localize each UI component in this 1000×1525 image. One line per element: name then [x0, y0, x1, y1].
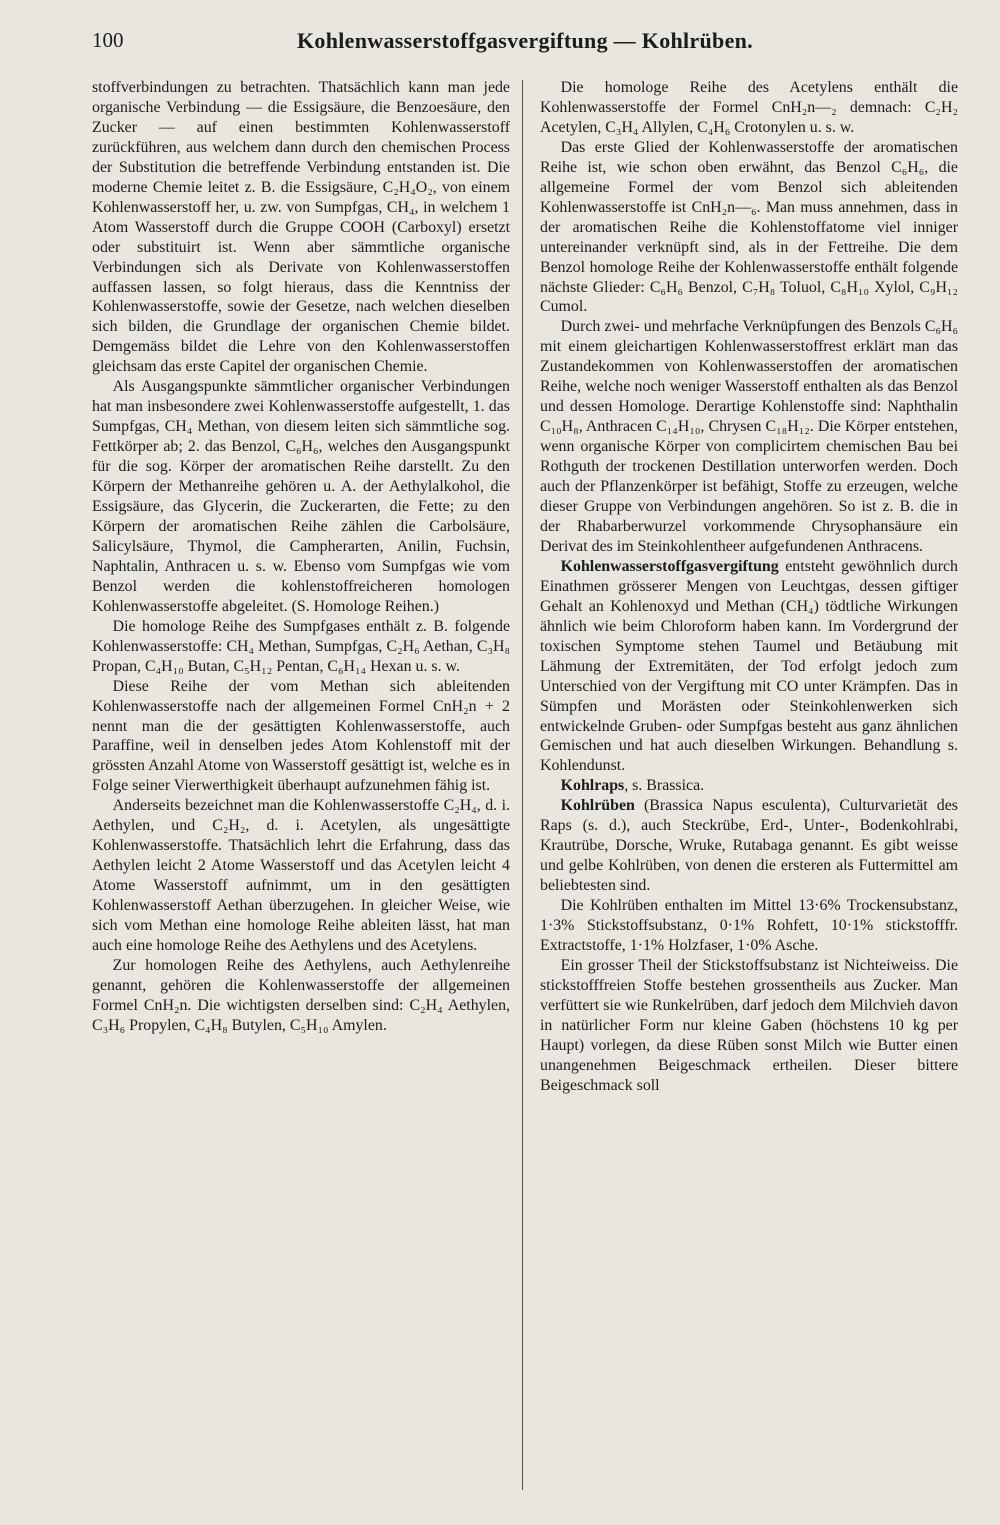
right-column	[540, 78, 958, 1498]
paragraph: Das erste Glied der Kohlenwasserstoffe der aromatischen Reihe ist, wie schon oben erwähnt, das Benzol C₆H₆, die allgemeine Formel der vom Benzol sich ableitenden Kohlenwasserstoffe ist CnH₂n—₆. Man muss annehmen, dass in der aromatischen Reihe die Kohlenstoffatome viel inniger untereinander verknüpft sind, als in der Fettreihe. Die dem Benzol homologe Reihe der Kohlenwasserstoffe enthält folgende nächste Glieder: C₆H₆ Benzol, C₇H₈ Toluol, C₈H₁₀ Xylol, C₉H₁₂ Cumol.	[540, 138, 958, 316]
entry-headword: Kohlenwasserstoffgasvergiftung	[560, 557, 779, 575]
paragraph: Ein grosser Theil der Stickstoffsubstanz ist Nichteiweiss. Die stickstofffreien Stoffe bestehen grossentheils aus Zucker. Man verfüttert sie wie Runkelrüben, darf jedoch dem Milchvieh davon in natürlicher Form nur kleine Gaben (höchstens 10 kg per Haupt) vorlegen, da diese Rüben sonst Milch wie Butter einen unangenehmen Beigeschmack ertheilen. Dieser bittere Beigeschmack soll	[540, 956, 958, 1094]
paragraph: Durch zwei- und mehrfache Verknüpfungen des Benzols C₆H₆ mit einem gleichartigen Kohlenwasserstoffrest erklärt man das Zustandekommen von Kohlenwasserstoffen der aromatischen Reihe, welche noch weniger Wasserstoff enthalten als das Benzol und dessen Homologe. Derartige Kohlenstoffe sind: Naphthalin C₁₀H₈, Anthracen C₁₄H₁₀, Chrysen C₁₈H₁₂. Die Körper entstehen, wenn organische Körper von complicirtem chemischen Bau bei Rothguth der trockenen Destillation unterworfen werden. Doch auch der Pflanzenkörper ist befähigt, Stoffe zu erzeugen, welche dieser Gruppe von Verbindungen angehören. So ist z. B. die in der Rhabarberwurzel vorkommende Chrysophansäure ein Derivat des im Steinkohlentheer aufgefundenen Anthracens.	[540, 318, 958, 555]
entry-kohlrueben	[540, 796, 958, 896]
paragraph: Als Ausgangspunkte sämmtlicher organischer Verbindungen hat man insbesondere zwei Kohlenwasserstoffe aufgestellt, 1. das Sumpfgas, CH₄ Methan, von diesem leiten sich sämmtliche sog. Fettkörper ab; 2. das Benzol, C₆H₆, welches den Ausgangspunkt für die sog. Körper der aromatischen Reihe darstellt. Zu den Körpern der Methanreihe gehören u. A. der Aethylalkohol, die Essigsäure, das Glycerin, die Zuckerarten, die Fette; zu den Körpern der aromatischen Reihe zählen die Carbolsäure, Salicylsäure, Thymol, die Campherarten, Anilin, Fuchsin, Naphtalin, Anthracen u. s. w. Ebenso vom Sumpfgas wie vom Benzol werden die kohlenstoffreicheren homologen Kohlenwasserstoffe abgeleitet. (S. Homologe Reihen.)	[92, 378, 510, 615]
entry-text: (Brassica Napus esculenta), Culturvarietät des Raps (s. d.), auch Steckrübe, Erd-, Unter-, Bodenkohlrabi, Krautrübe, Dorsche, Wruke, Rutabaga genannt. Es gibt weisse und gelbe Kohlrüben, von denen die ersteren als Futtermittel am beliebtesten sind.	[540, 797, 958, 895]
paragraph: Die homologe Reihe des Acetylens enthält die Kohlenwasserstoffe der Formel CnH₂n—₂ demnach: C₂H₂ Acetylen, C₃H₄ Allylen, C₄H₆ Crotonylen u. s. w.	[540, 79, 958, 136]
paragraph: Diese Reihe der vom Methan sich ableitenden Kohlenwasserstoffe nach der allgemeinen Formel CnH₂n + 2 nennt man die der gesättigten Kohlenwasserstoffe, auch Paraffine, weil in denselben jedes Atom Kohlenstoff mit der grössten Anzahl Atome von Wasserstoff gesättigt ist, welche es in Folge seiner Vierwerthigkeit überhaupt aufzunehmen fähig ist.	[92, 677, 510, 795]
entry-headword: Kohlrüben	[560, 797, 635, 815]
paragraph: Anderseits bezeichnet man die Kohlenwasserstoffe C₂H₄, d. i. Aethylen, und C₂H₂, d. i. Acetylen, als ungesättigte Kohlenwasserstoffe. Thatsächlich lehrt die Erfahrung, dass das Aethylen leicht 2 Atome Wasserstoff und das Acetylen leicht 4 Atome Wasserstoff aufnimmt, um in den gesättigten Kohlenwasserstoff Aethan überzugehen. In gleicher Weise, wie sich vom Methan eine homologe Reihe ableiten lässt, hat man auch eine homologe Reihe des Aethylens und des Acetylens.	[92, 797, 510, 954]
entry-text: , s. Brassica.	[624, 777, 705, 795]
paragraph: Zur homologen Reihe des Aethylens, auch Aethylenreihe genannt, gehören die Kohlenwasserstoffe der allgemeinen Formel CnH₂n. Die wichtigsten derselben sind: C₂H₄ Aethylen, C₃H₆ Propylen, C₄H₈ Butylen, C₅H₁₀ Amylen.	[92, 956, 510, 1034]
left-column	[92, 78, 510, 1498]
entry-kohlenwasserstoffgasvergiftung	[540, 557, 958, 776]
running-title: Kohlenwasserstoffgasvergiftung — Kohlrüben.	[297, 28, 753, 53]
column-divider	[522, 80, 523, 1490]
paragraph: Die Kohlrüben enthalten im Mittel 13·6% Trockensubstanz, 1·3% Stickstoffsubstanz, 0·1% Rohfett, 10·1% stickstofffr. Extractstoffe, 1·1% Holzfaser, 1·0% Asche.	[540, 897, 958, 954]
paragraph: Die homologe Reihe des Sumpfgases enthält z. B. folgende Kohlenwasserstoffe: CH₄ Methan, Sumpfgas, C₂H₆ Aethan, C₃H₈ Propan, C₄H₁₀ Butan, C₅H₁₂ Pentan, C₆H₁₄ Hexan u. s. w.	[92, 617, 510, 675]
paragraph: stoffverbindungen zu betrachten. Thatsächlich kann man jede organische Verbindung — die Essigsäure, die Benzoesäure, den Zucker — auf einen bestimmten Kohlenwasserstoff zurückführen, aus welchem dann durch den chemischen Process der Substitution die betreffende Verbindung entstanden ist. Die moderne Chemie leitet z. B. die Essigsäure, C₂H₄O₂, von einem Kohlenwasserstoff her, u. zw. von Sumpfgas, CH₄, in welchem 1 Atom Wasserstoff durch die Gruppe COOH (Carboxyl) ersetzt oder substituirt ist. Wenn aber sämmtliche organische Verbindungen sich als Derivate von Kohlenwasserstoffen auffassen lassen, so folgt hieraus, dass die Kenntniss der Kohlenwasserstoffe, sowie der Gesetze, nach welchen dieselben sich bilden, die Grundlage der organischen Chemie bildet. Demgemäss bildet die Lehre von den Kohlenwasserstoffen gleichsam das erste Capitel der organischen Chemie.	[92, 79, 510, 376]
entry-kohlraps	[540, 776, 958, 796]
entry-headword: Kohlraps	[560, 777, 625, 795]
page-number: 100	[92, 28, 124, 52]
entry-text: entsteht gewöhnlich durch Einathmen grösserer Mengen von Leuchtgas, dessen giftiger Gehalt an Kohlenoxyd und Methan (CH₄) tödtliche Wirkungen ähnlich wie beim Chloroform haben kann. Im Vordergrund der toxischen Symptome stehen Taumel und Betäubung mit Lähmung der Extremitäten, der Tod erfolgt jedoch zum Unterschied von der Vergiftung mit CO unter Krämpfen. Das in Sümpfen und Morästen oder Steinkohlenwerken sich entwickelnde Gruben- oder Sumpfgas besteht aus ganz ähnlichen Gemischen und hat auch dieselben Wirkungen. Behandlung s. Kohlendunst.	[540, 557, 958, 775]
page-header	[92, 24, 958, 60]
